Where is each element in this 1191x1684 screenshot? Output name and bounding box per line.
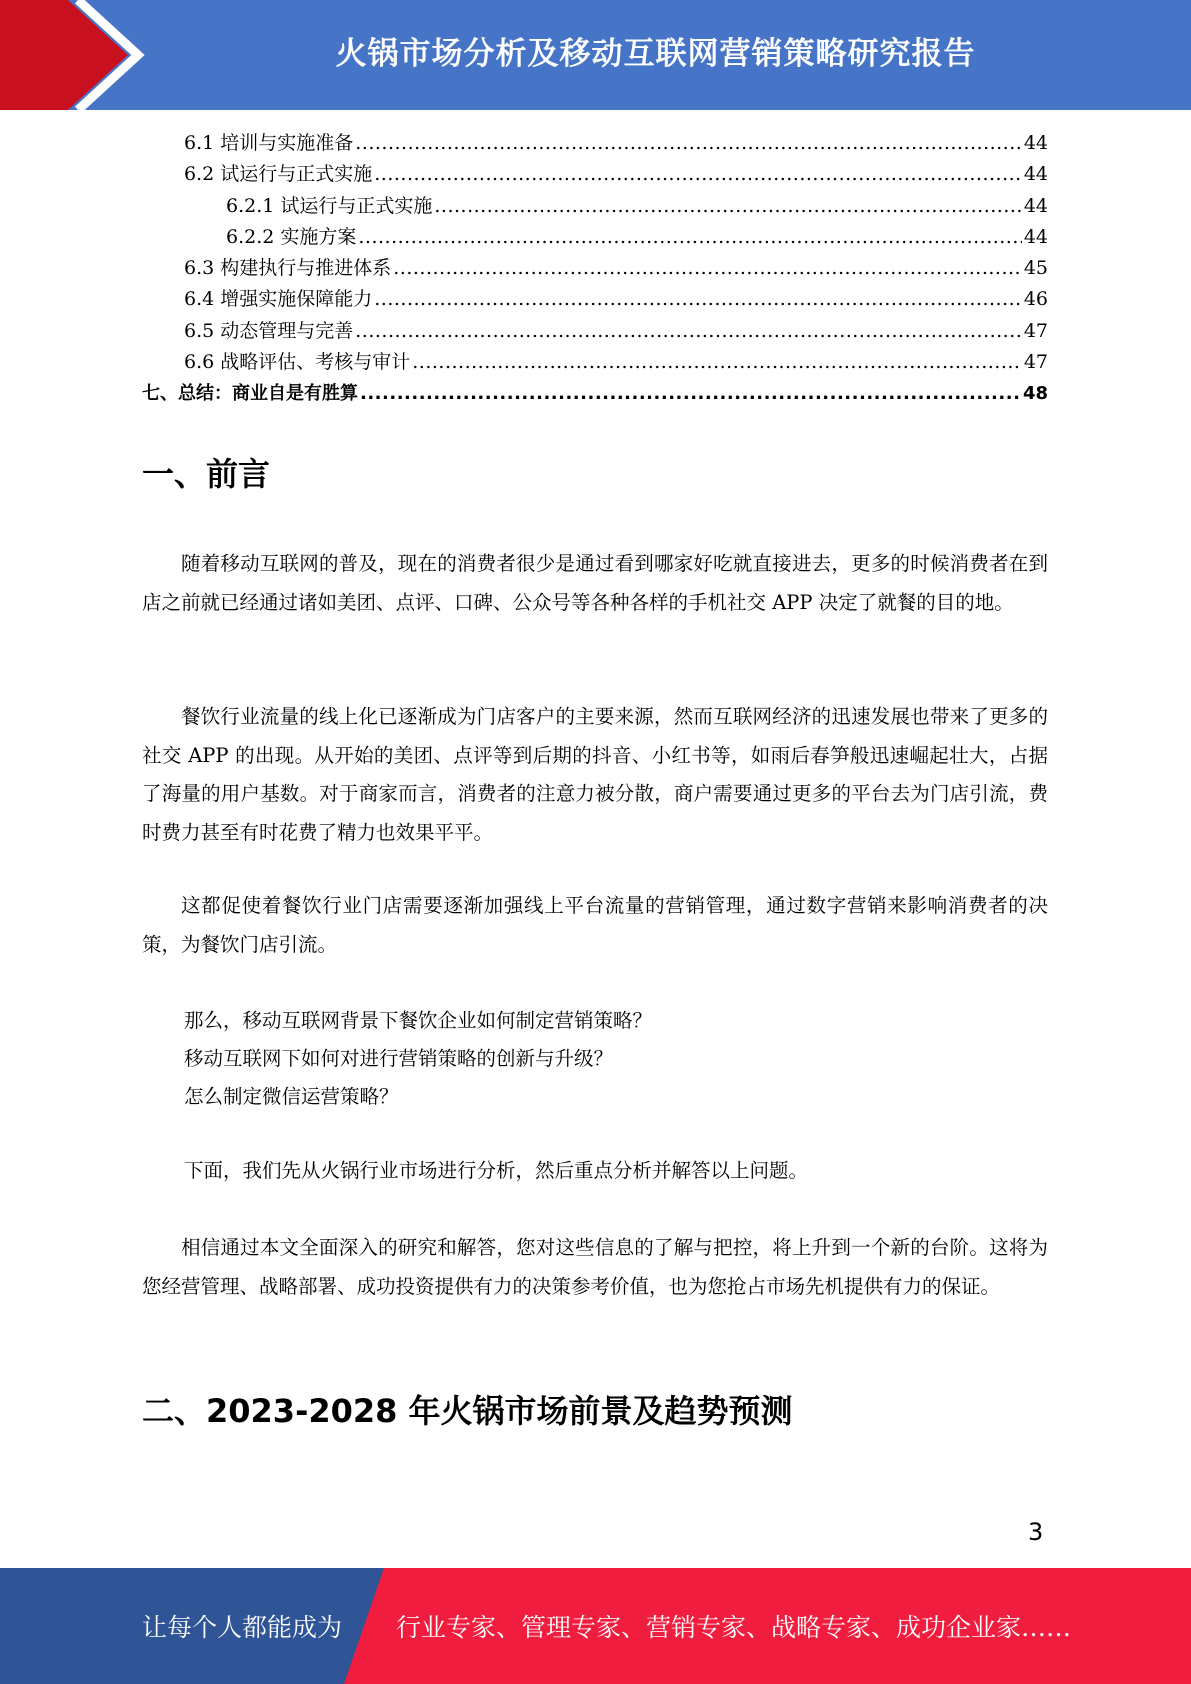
toc-dot-leader <box>434 191 1021 222</box>
paragraph: 这都促使着餐饮行业门店需要逐渐加强线上平台流量的营销管理，通过数字营销来影响消费者的决策，为餐饮门店引流。 <box>142 894 1048 956</box>
toc-entry-label: 6.2 试运行与正式实施 <box>184 163 373 186</box>
toc-dot-leader <box>358 222 1021 253</box>
toc-entry-page: 44 <box>1023 225 1048 248</box>
toc-entry-label: 6.4 增强实施保障能力 <box>184 288 373 311</box>
toc-dot-leader <box>374 159 1022 190</box>
page-footer <box>0 1568 1191 1684</box>
question-line: 移动互联网下如何对进行营销策略的创新与升级？ <box>184 1047 614 1070</box>
paragraph: 随着移动互联网的普及，现在的消费者很少是通过看到哪家好吃就直接进去，更多的时候消费者在到店之前就已经通过诸如美团、点评、口碑、公众号等各种各样的手机社交 APP 决定了就餐的目的地。 <box>142 552 1048 614</box>
toc-entry-label: 七、总结：商业自是有胜算 <box>142 383 358 405</box>
toc-entry-page: 44 <box>1023 163 1048 186</box>
toc-entry[interactable] <box>142 222 1048 253</box>
toc-entry[interactable] <box>142 253 1048 284</box>
toc-dot-leader <box>355 128 1022 159</box>
toc-entry-page: 44 <box>1023 194 1048 217</box>
question-line: 怎么制定微信运营策略？ <box>184 1085 399 1108</box>
toc-entry-label: 6.5 动态管理与完善 <box>184 319 354 342</box>
paragraph: 餐饮行业流量的线上化已逐渐成为门店客户的主要来源，然而互联网经济的迅速发展也带来了更多的社交 APP 的出现。从开始的美团、点评等到后期的抖音、小红书等，如雨后春笋般迅速崛起壮大，占据了海量的用户基数。对于商家而言，消费者的注意力被分散，商户需要通过更多的平台去为门店引流，费时费力甚至有时花费了精力也效果平平。 <box>142 705 1048 844</box>
section-heading-preface: 一、前言 <box>142 455 271 493</box>
report-title: 火锅市场分析及移动互联网营销策略研究报告 <box>335 35 976 72</box>
toc-entry[interactable] <box>142 128 1048 159</box>
toc-entry[interactable] <box>142 347 1048 378</box>
paragraph: 相信通过本文全面深入的研究和解答，您对这些信息的了解与把控，将上升到一个新的台阶。这将为您经营管理、战略部署、成功投资提供有力的决策参考价值，也为您抢占市场先机提供有力的保证。 <box>142 1236 1048 1298</box>
toc-entry-label: 6.2.1 试运行与正式实施 <box>226 194 433 217</box>
footer-slogan-left: 让每个人都能成为 <box>142 1613 343 1642</box>
toc-entry[interactable] <box>142 378 1048 409</box>
toc-entry[interactable] <box>142 159 1048 190</box>
toc-entry-page: 46 <box>1023 288 1048 311</box>
toc-entry-page: 45 <box>1023 257 1048 280</box>
page-header <box>0 0 1191 110</box>
toc-entry-label: 6.3 构建执行与推进体系 <box>184 257 392 280</box>
footer-slogan-right: 行业专家、管理专家、营销专家、战略专家、成功企业家…… <box>396 1613 1072 1642</box>
section-heading-forecast: 二、2023-2028 年火锅市场前景及趋势预测 <box>142 1392 793 1430</box>
toc-dot-leader <box>355 316 1022 347</box>
toc-entry-page: 47 <box>1023 319 1048 342</box>
toc-entry-label: 6.6 战略评估、考核与审计 <box>184 351 411 374</box>
toc-entry-page: 47 <box>1023 351 1048 374</box>
toc-dot-leader <box>374 284 1022 315</box>
toc-dot-leader <box>360 378 1021 409</box>
toc-entry[interactable] <box>142 316 1048 347</box>
toc-entry-label: 6.2.2 实施方案 <box>226 225 357 248</box>
question-line: 那么，移动互联网背景下餐饮企业如何制定营销策略？ <box>184 1009 653 1032</box>
toc-entry-label: 6.1 培训与实施准备 <box>184 132 354 154</box>
toc-dot-leader <box>393 253 1022 284</box>
paragraph: 下面，我们先从火锅行业市场进行分析，然后重点分析并解答以上问题。 <box>184 1159 809 1182</box>
toc-dot-leader <box>412 347 1022 378</box>
table-of-contents <box>142 128 1048 410</box>
toc-entry-page: 44 <box>1023 132 1048 154</box>
toc-entry-page: 48 <box>1022 383 1048 405</box>
toc-entry[interactable] <box>142 191 1048 222</box>
toc-entry[interactable] <box>142 284 1048 315</box>
page-number: 3 <box>1028 1518 1044 1546</box>
